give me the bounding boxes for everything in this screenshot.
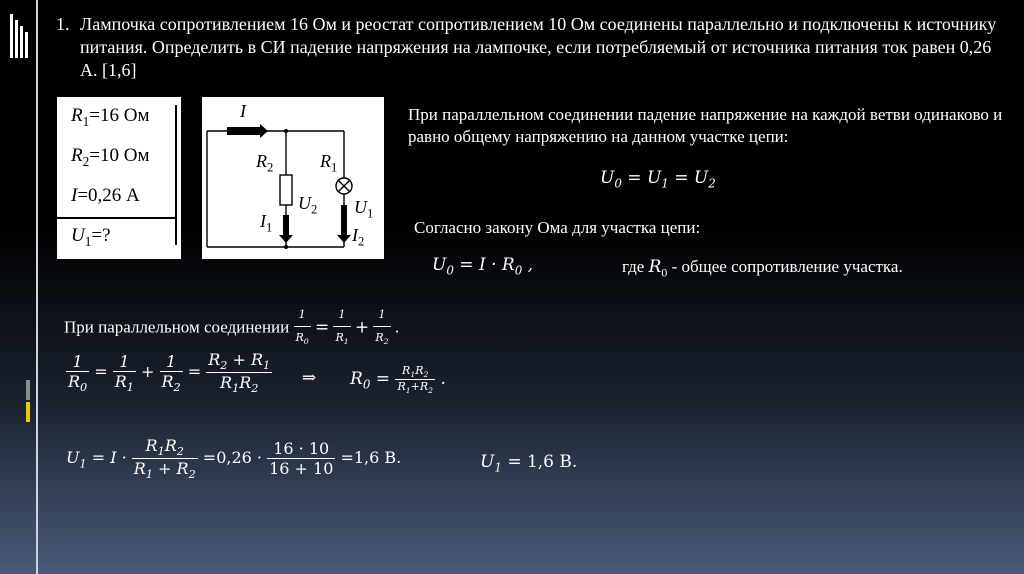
implies-symbol: ⇒ (302, 368, 317, 388)
given-divider (57, 217, 177, 219)
resistance-derivation-formula: $\frac{1}{R_0}$ = $\frac{1}{R_1}$ + $\frac{1}{R_2}$ = $\frac{R_2 + R_1}{R_1R_2}$ (68, 350, 271, 396)
ohm-law-formula: $U_0 = I \cdot R_0$ , (432, 255, 534, 278)
slide-decoration-icon (10, 14, 32, 58)
given-box (57, 97, 181, 259)
circuit-label-r1: $R_1$ (320, 151, 338, 175)
parallel-voltage-text: При параллельном соединении падение напряжение на каждой ветви одинаково и равно общему напряжению на данном участке цепи: (408, 105, 1003, 146)
circuit-label-i1: $I_1$ (260, 211, 273, 235)
circuit-label-i2: $I_2$ (352, 225, 365, 249)
given-i: I=0,26 А (71, 185, 140, 206)
given-vertical-rule (175, 105, 177, 245)
circuit-label-r2: $R_2$ (256, 151, 274, 175)
given-r2: $R_2=10$ Ом (71, 145, 150, 169)
given-r1: $R_1=16$ Ом (71, 105, 150, 129)
circuit-label-u2: $U_2$ (298, 193, 318, 217)
parallel-resistance-formula: При параллельном соединении $\frac{1}{R_0}$ = $\frac{1}{R_1}$ + $\frac{1}{R_2}$ . (64, 304, 399, 353)
given-find: $U_1=$? (71, 225, 111, 249)
accent-bar-yellow (26, 402, 30, 422)
voltage-calculation-formula: $U_1 = I$ · $\frac{R_1R_2}{R_1 + R_2}$ =0,26 · $\frac{16 \cdot 10}{16 + 10}$ =1,6 В. (66, 436, 402, 482)
task-statement (58, 13, 1008, 82)
circuit-label-u1: $U_1$ (354, 197, 374, 221)
accent-bar-gray (26, 380, 30, 400)
circuit-diagram (202, 97, 384, 259)
task-number: 1. (56, 14, 70, 34)
ohm-law-text: Согласно закону Ома для участка цепи: (414, 218, 701, 237)
slide-left-rule (36, 0, 38, 574)
where-clause: где $R_0$ - общее сопротивление участка. (622, 257, 903, 280)
equivalent-resistance-formula: $R_0$ = $\frac{R_1R_2}{R_1+R_2}$ . (350, 364, 446, 396)
voltage-equality-formula: $U_0 = U_1 = U_2$ (600, 168, 716, 191)
final-answer: $U_1 = 1,6$ В. (480, 452, 578, 475)
circuit-label-i: I (240, 101, 246, 121)
task-text: Лампочка сопротивлением 16 Ом и реостат сопротивлением 10 Ом соединены параллельно и подключены к источнику питания. Определить в СИ падение напряжения на лампочке, если потребляемый от источника питания ток равен 0,26 А. [1,6] (80, 14, 997, 80)
